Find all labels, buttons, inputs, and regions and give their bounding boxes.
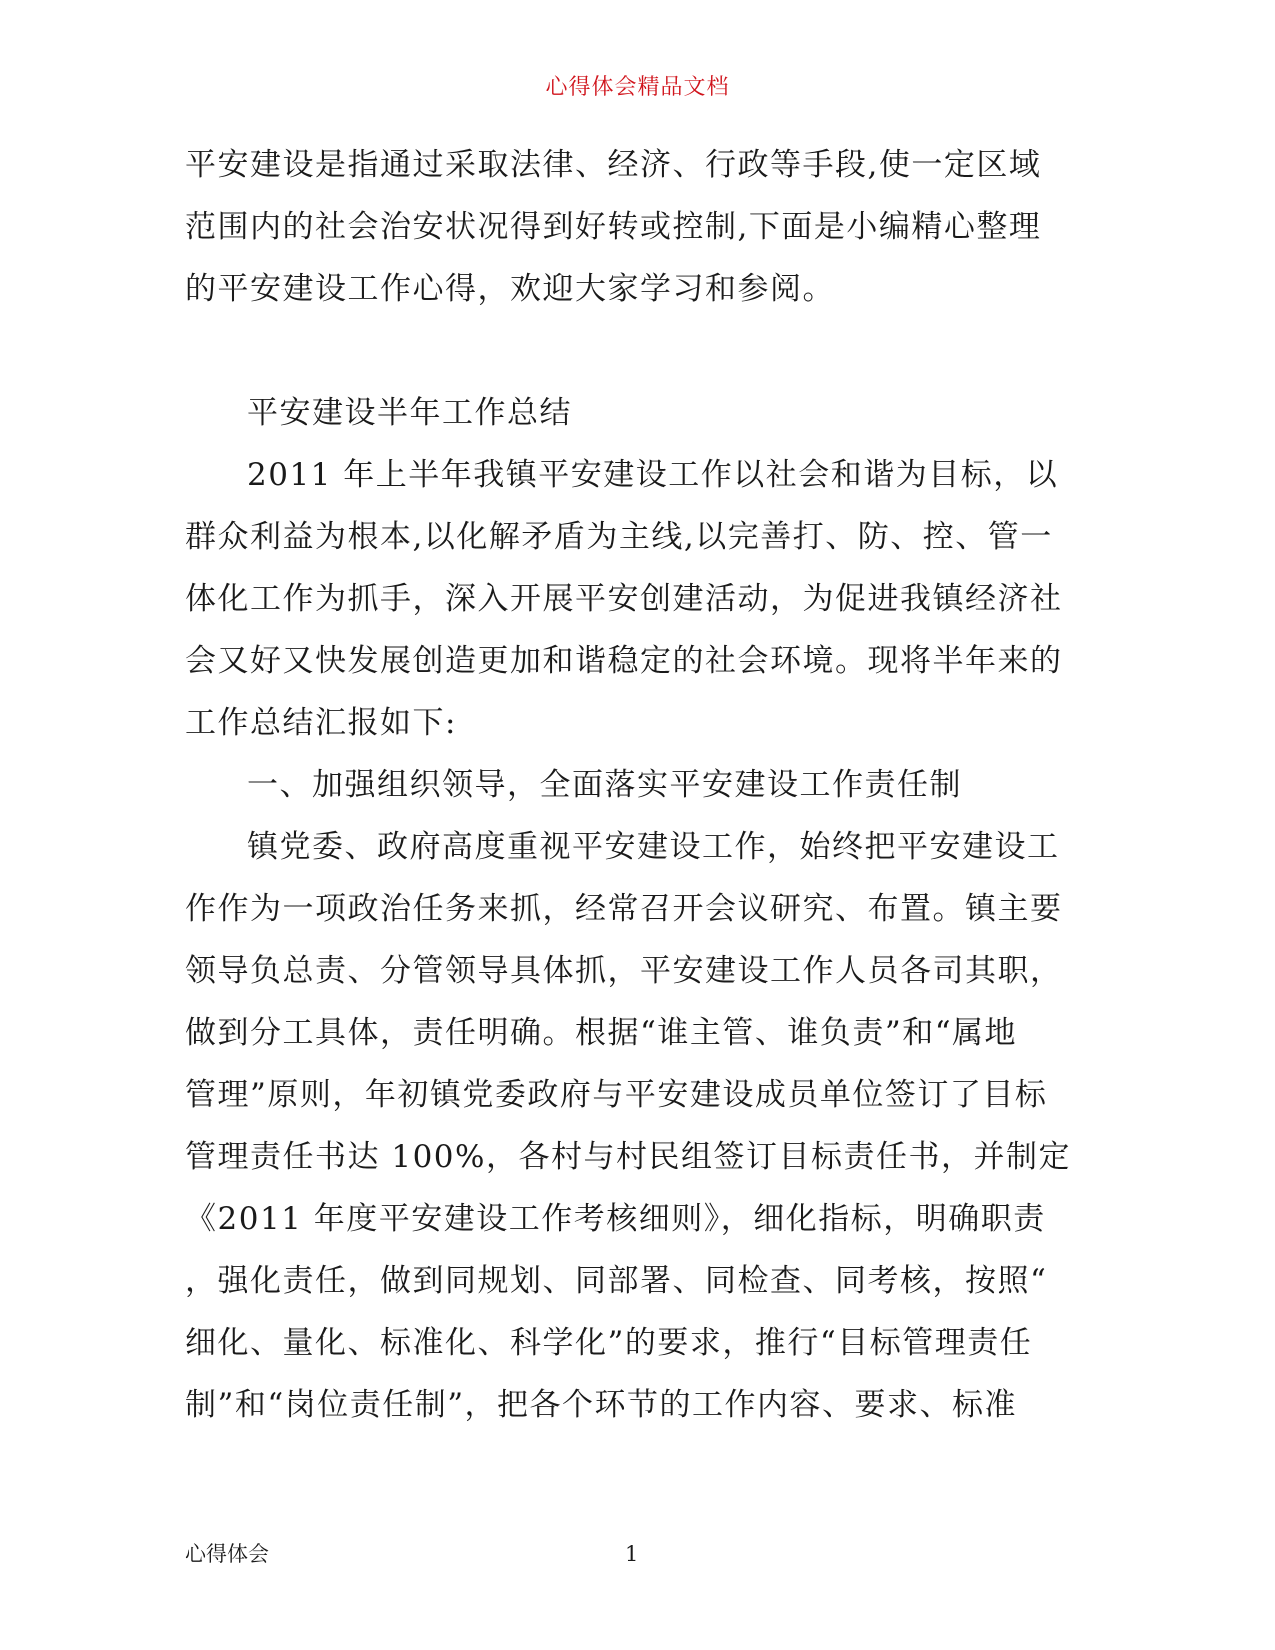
footer-label: 心得体会 — [185, 1542, 269, 1566]
section-heading: 一、加强组织领导，全面落实平安建设工作责任制 — [247, 767, 962, 803]
paragraph-line: 2011 年上半年我镇平安建设工作以社会和谐为目标，以 — [247, 457, 1059, 493]
paragraph-line: 管理”原则，年初镇党委政府与平安建设成员单位签订了目标 — [185, 1077, 1048, 1113]
paragraph-line: 做到分工具体，责任明确。根据“谁主管、谁负责”和“属地 — [185, 1015, 1018, 1051]
paragraph-line: 镇党委、政府高度重视平安建设工作，始终把平安建设工 — [247, 829, 1060, 865]
intro-line: 范围内的社会治安状况得到好转或控制,下面是小编精心整理 — [185, 209, 1042, 245]
paragraph-line: 《2011 年度平安建设工作考核细则》，细化指标，明确职责 — [185, 1201, 1046, 1237]
paragraph-line: 工作总结汇报如下: — [185, 705, 457, 741]
paragraph-line: 细化、量化、标准化、科学化”的要求，推行“目标管理责任 — [185, 1325, 1033, 1361]
intro-line: 的平安建设工作心得，欢迎大家学习和参阅。 — [185, 271, 835, 307]
paragraph-line: 体化工作为抓手，深入开展平安创建活动，为促进我镇经济社 — [185, 581, 1063, 617]
page-number: 1 — [625, 1542, 639, 1566]
paragraph-line: 会又好又快发展创造更加和谐稳定的社会环境。现将半年来的 — [185, 643, 1063, 679]
intro-line: 平安建设是指通过采取法律、经济、行政等手段,使一定区域 — [185, 147, 1042, 183]
section-title: 平安建设半年工作总结 — [247, 395, 572, 431]
paragraph-line: 群众利益为根本,以化解矛盾为主线,以完善打、防、控、管一 — [185, 519, 1053, 555]
paragraph-line: 作作为一项政治任务来抓，经常召开会议研究、布置。镇主要 — [185, 891, 1063, 927]
page-header-title: 心得体会精品文档 — [545, 75, 730, 100]
paragraph-line: ，强化责任，做到同规划、同部署、同检查、同考核，按照“ — [185, 1263, 1048, 1299]
paragraph-line: 领导负总责、分管领导具体抓，平安建设工作人员各司其职， — [185, 953, 1063, 989]
paragraph-line: 制”和“岗位责任制”，把各个环节的工作内容、要求、标准 — [185, 1387, 1018, 1423]
paragraph-line: 管理责任书达 100%，各村与村民组签订目标责任书，并制定 — [185, 1139, 1071, 1175]
